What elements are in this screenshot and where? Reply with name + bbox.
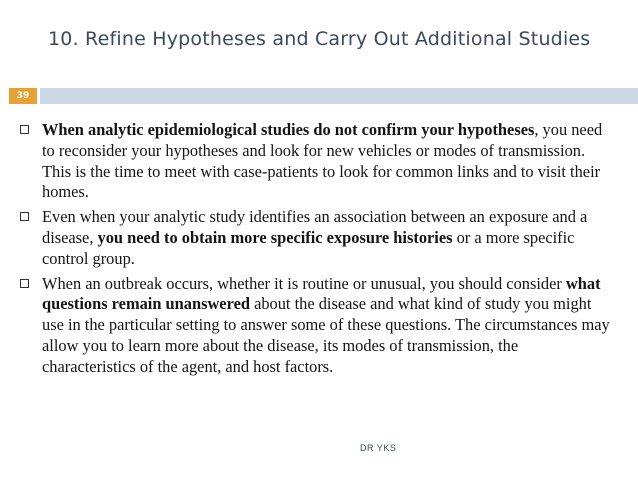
square-bullet-icon <box>20 125 29 134</box>
bullet-text <box>42 120 602 201</box>
bullet-text <box>42 207 587 268</box>
square-bullet-icon <box>20 212 29 221</box>
bullet-text-regular: When an outbreak occurs, whether it is routine or unusual, you should consider <box>42 273 566 293</box>
bullet-item <box>20 207 610 269</box>
bullet-item <box>20 120 610 203</box>
slide-title: 10. Refine Hypotheses and Carry Out Additional Studies <box>48 28 591 50</box>
bullet-text-bold: you need to obtain more specific exposure histories <box>97 227 453 247</box>
bullet-text-regular: about the disease and what kind of study you might use in the particular setting to answer some of these questions. The circumstances may allow you to learn more about the disease, its modes of transmission, the characteristics of the agent, and host factors. <box>42 294 610 376</box>
bullet-text-regular: , you need to reconsider your hypotheses and look for new vehicles or modes of transmission. This is the time to meet with case-patients to look for common links and to visit their homes. <box>42 120 603 202</box>
bullet-text <box>42 274 610 376</box>
slide-number: 39 <box>9 88 37 104</box>
bullet-text-regular: Even when your analytic study identifies an association between an exposure and a disease, <box>42 207 588 247</box>
bullet-item <box>20 274 610 378</box>
bullet-text-regular: or a more specific control group. <box>42 227 575 268</box>
footer-author: DR YKS <box>360 443 397 453</box>
bullet-list <box>20 120 610 382</box>
bullet-text-bold: what questions remain unanswered <box>42 273 601 314</box>
bullet-text-bold: When analytic epidemiological studies do not confirm your hypotheses <box>42 120 535 139</box>
header-divider-bar <box>40 88 638 104</box>
square-bullet-icon <box>20 279 29 288</box>
